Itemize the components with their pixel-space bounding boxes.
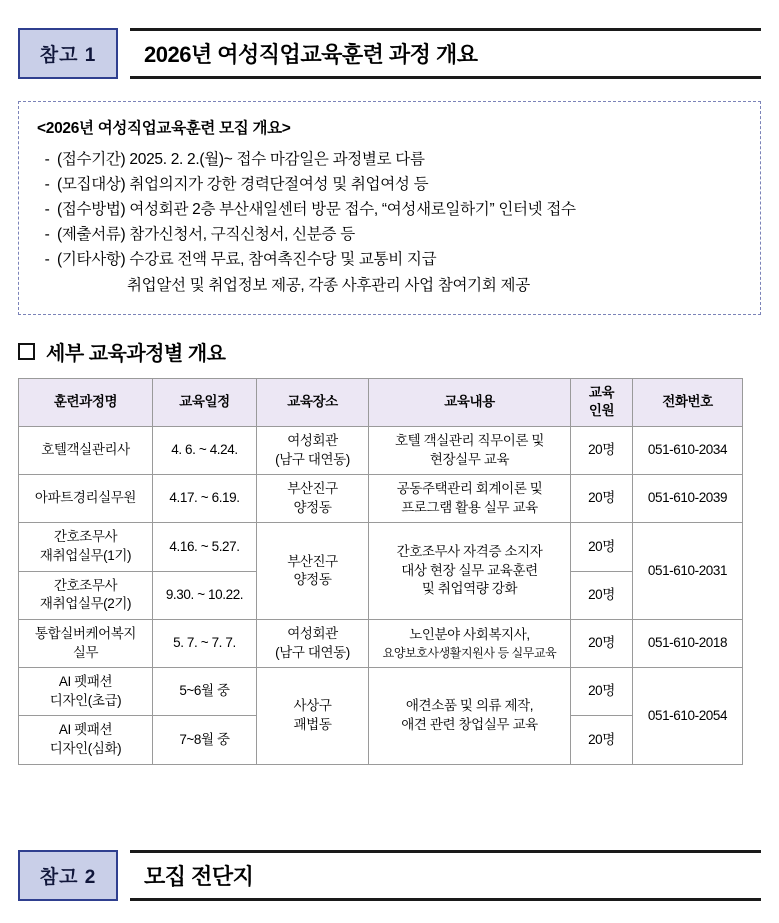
content-line2: 현장실무 교육 bbox=[429, 451, 510, 467]
summary-item-text: (기타사항) 수강료 전액 무료, 참여촉진수당 및 교통비 지급 bbox=[57, 251, 437, 269]
cell-course-name: 아파트경리실무원 bbox=[19, 475, 153, 523]
summary-continuation-text: 취업알선 및 취업정보 제공, 각종 사후관리 사업 참여기회 제공 bbox=[127, 276, 530, 294]
reference-1-title: 2026년 여성직업교육훈련 과정 개요 bbox=[144, 42, 478, 67]
cell-place bbox=[257, 523, 369, 620]
course-name-line2: 디자인(심화) bbox=[49, 741, 122, 757]
reference-1-badge: 참고 1 bbox=[18, 28, 118, 79]
course-name-line1: 간호조무사 bbox=[53, 529, 118, 545]
place-line1: 여성회관 bbox=[287, 625, 338, 641]
table-row bbox=[19, 426, 743, 474]
summary-dash: - bbox=[44, 176, 50, 194]
content-line2: 프로그램 활용 실무 교육 bbox=[401, 499, 538, 515]
content-line1: 공동주택관리 회계이론 및 bbox=[396, 481, 543, 497]
place-line2: 괘법동 bbox=[293, 716, 332, 732]
cell-place bbox=[257, 475, 369, 523]
content-line1: 노인분야 사회복지사, bbox=[409, 626, 530, 642]
summary-dash: - bbox=[44, 151, 50, 168]
summary-item bbox=[37, 147, 742, 172]
cell-capacity: 20명 bbox=[571, 475, 633, 523]
summary-item bbox=[37, 172, 742, 197]
cell-capacity: 20명 bbox=[571, 571, 633, 619]
place-line2: 양정동 bbox=[293, 499, 332, 515]
cell-schedule: 4.17. ~ 6.19. bbox=[153, 475, 257, 523]
summary-item bbox=[37, 247, 742, 272]
table-body bbox=[19, 426, 743, 764]
column-header-schedule: 교육일정 bbox=[153, 378, 257, 426]
cell-capacity: 20명 bbox=[571, 619, 633, 667]
reference-2-title-box bbox=[130, 850, 761, 901]
place-line2: 양정동 bbox=[293, 572, 332, 588]
cell-course-name bbox=[19, 668, 153, 716]
summary-item-text: (제출서류) 참가신청서, 구직신청서, 신분증 등 bbox=[57, 226, 355, 244]
recruitment-summary-box bbox=[18, 101, 761, 315]
cell-content bbox=[369, 619, 571, 667]
place-line2: (남구 대연동) bbox=[275, 451, 350, 467]
content-line1: 애견소품 및 의류 제작, bbox=[405, 698, 534, 714]
column-header-content: 교육내용 bbox=[369, 378, 571, 426]
content-line2: 대상 현장 실무 교육훈련 bbox=[401, 562, 538, 578]
cell-course-name bbox=[19, 571, 153, 619]
summary-item-text: (접수기간) 2025. 2. 2.(월)~ 접수 마감일은 과정별로 다름 bbox=[57, 151, 425, 168]
course-name-line1: 간호조무사 bbox=[53, 577, 118, 593]
cell-phone: 051-610-2034 bbox=[633, 426, 743, 474]
cell-course-name bbox=[19, 716, 153, 764]
summary-item-text: (모집대상) 취업의지가 강한 경력단절여성 및 취업여성 등 bbox=[57, 176, 429, 194]
section-heading-text: 세부 교육과정별 개요 bbox=[46, 342, 226, 365]
place-line1: 부산진구 bbox=[287, 553, 338, 569]
reference-2-title: 모집 전단지 bbox=[144, 864, 254, 889]
content-line3: 및 취업역량 강화 bbox=[421, 581, 518, 597]
table-row bbox=[19, 619, 743, 667]
table-row bbox=[19, 668, 743, 716]
cell-schedule: 5. 7. ~ 7. 7. bbox=[153, 619, 257, 667]
course-name-line2: 재취업실무(2기) bbox=[39, 596, 132, 612]
course-name-line2: 실무 bbox=[72, 644, 99, 660]
summary-item bbox=[37, 222, 742, 247]
summary-item bbox=[37, 197, 742, 222]
column-header-course-name: 훈련과정명 bbox=[19, 378, 153, 426]
summary-item-text: (접수방법) 여성회관 2층 부산새일센터 방문 접수, “여성새로일하기” 인터넷 접수 bbox=[57, 201, 576, 219]
cell-course-name: 호텔객실관리사 bbox=[19, 426, 153, 474]
course-detail-table bbox=[18, 378, 743, 765]
cell-schedule: 4. 6. ~ 4.24. bbox=[153, 426, 257, 474]
cell-content bbox=[369, 668, 571, 765]
summary-dash: - bbox=[44, 226, 50, 244]
course-name-line1: AI 펫패션 bbox=[58, 722, 113, 738]
table-header bbox=[19, 378, 743, 426]
reference-2-badge: 참고 2 bbox=[18, 850, 118, 901]
column-header-place: 교육장소 bbox=[257, 378, 369, 426]
cell-capacity: 20명 bbox=[571, 716, 633, 764]
capacity-header-line2: 인원 bbox=[588, 403, 615, 419]
column-header-phone: 전화번호 bbox=[633, 378, 743, 426]
column-header-capacity bbox=[571, 378, 633, 426]
document-page bbox=[0, 28, 779, 923]
summary-title: <2026년 여성직업교육훈련 모집 개요> bbox=[37, 120, 291, 137]
cell-phone: 051-610-2031 bbox=[633, 523, 743, 620]
summary-dash: - bbox=[44, 251, 50, 269]
place-line1: 여성회관 bbox=[287, 432, 338, 448]
cell-place bbox=[257, 668, 369, 765]
cell-schedule: 9.30. ~ 10.22. bbox=[153, 571, 257, 619]
place-line1: 부산진구 bbox=[287, 481, 338, 497]
cell-schedule: 4.16. ~ 5.27. bbox=[153, 523, 257, 571]
square-marker-icon bbox=[18, 343, 35, 360]
course-name-line1: 통합실버케어복지 bbox=[34, 625, 137, 641]
cell-content bbox=[369, 426, 571, 474]
capacity-header-line1: 교육 bbox=[588, 384, 615, 400]
cell-place bbox=[257, 426, 369, 474]
cell-phone: 051-610-2054 bbox=[633, 668, 743, 765]
place-line2: (남구 대연동) bbox=[275, 644, 350, 660]
cell-schedule: 7~8월 중 bbox=[153, 716, 257, 764]
cell-capacity: 20명 bbox=[571, 426, 633, 474]
cell-place bbox=[257, 619, 369, 667]
cell-content bbox=[369, 523, 571, 620]
cell-content bbox=[369, 475, 571, 523]
cell-capacity: 20명 bbox=[571, 668, 633, 716]
content-line2: 요양보호사생활지원사 등 실무교육 bbox=[382, 645, 557, 660]
table-row bbox=[19, 523, 743, 571]
summary-dash: - bbox=[44, 201, 50, 219]
cell-phone: 051-610-2039 bbox=[633, 475, 743, 523]
table-row bbox=[19, 475, 743, 523]
section-heading bbox=[18, 337, 761, 366]
content-line1: 간호조무사 자격증 소지자 bbox=[396, 544, 543, 560]
course-name-line1: AI 펫패션 bbox=[58, 674, 113, 690]
cell-capacity: 20명 bbox=[571, 523, 633, 571]
content-line2: 애견 관련 창업실무 교육 bbox=[401, 716, 538, 732]
reference-2-header bbox=[18, 850, 761, 901]
table-header-row bbox=[19, 378, 743, 426]
place-line1: 사상구 bbox=[293, 698, 332, 714]
content-line1: 호텔 객실관리 직무이론 및 bbox=[394, 432, 545, 448]
course-name-line2: 재취업실무(1기) bbox=[39, 548, 132, 564]
cell-schedule: 5~6월 중 bbox=[153, 668, 257, 716]
cell-phone: 051-610-2018 bbox=[633, 619, 743, 667]
cell-course-name bbox=[19, 619, 153, 667]
course-name-line2: 디자인(초급) bbox=[49, 692, 122, 708]
reference-1-title-box bbox=[130, 28, 761, 79]
cell-course-name bbox=[19, 523, 153, 571]
reference-1-header bbox=[18, 28, 761, 79]
